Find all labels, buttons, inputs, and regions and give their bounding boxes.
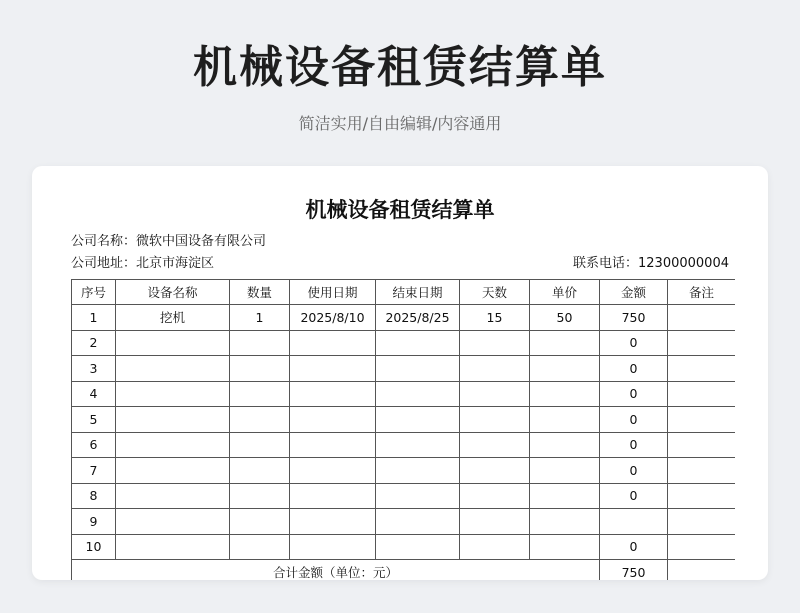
table-cell[interactable] <box>668 432 736 458</box>
table-cell[interactable]: 2 <box>72 330 116 356</box>
table-cell[interactable] <box>290 381 376 407</box>
table-row <box>72 458 736 484</box>
table-cell[interactable]: 10 <box>72 534 116 560</box>
header-end-date: 结束日期 <box>376 280 460 305</box>
table-cell[interactable]: 4 <box>72 381 116 407</box>
table-cell[interactable] <box>116 458 230 484</box>
table-cell[interactable]: 0 <box>600 381 668 407</box>
table-cell[interactable]: 8 <box>72 483 116 509</box>
table-cell[interactable]: 5 <box>72 407 116 433</box>
table-row <box>72 330 736 356</box>
table-row <box>72 407 736 433</box>
table-cell[interactable]: 挖机 <box>116 305 230 331</box>
table-cell[interactable] <box>460 509 530 535</box>
table-row <box>72 509 736 535</box>
table-cell[interactable] <box>230 407 290 433</box>
company-name-label: 公司名称： <box>71 234 137 249</box>
table-cell[interactable] <box>230 356 290 382</box>
table-cell[interactable] <box>290 432 376 458</box>
table-cell[interactable] <box>376 483 460 509</box>
table-cell[interactable]: 0 <box>600 432 668 458</box>
table-cell[interactable] <box>530 330 600 356</box>
table-row <box>72 483 736 509</box>
table-cell[interactable]: 0 <box>600 407 668 433</box>
table-cell[interactable]: 1 <box>230 305 290 331</box>
table-cell[interactable] <box>668 356 736 382</box>
spreadsheet-sheet <box>65 190 735 580</box>
table-cell[interactable] <box>668 509 736 535</box>
table-cell[interactable] <box>290 509 376 535</box>
table-cell[interactable] <box>460 330 530 356</box>
table-cell[interactable] <box>530 381 600 407</box>
table-cell[interactable] <box>530 509 600 535</box>
table-cell[interactable] <box>376 407 460 433</box>
table-cell[interactable] <box>668 534 736 560</box>
table-cell[interactable] <box>668 483 736 509</box>
company-address-label: 公司地址： <box>71 256 137 271</box>
table-cell[interactable] <box>116 330 230 356</box>
table-cell[interactable] <box>116 432 230 458</box>
table-cell[interactable] <box>530 432 600 458</box>
table-cell[interactable]: 50 <box>530 305 600 331</box>
table-cell[interactable] <box>376 381 460 407</box>
table-cell[interactable] <box>668 381 736 407</box>
table-cell[interactable] <box>376 330 460 356</box>
table-cell[interactable]: 0 <box>600 330 668 356</box>
table-cell[interactable] <box>376 534 460 560</box>
table-cell[interactable] <box>230 381 290 407</box>
table-row <box>72 534 736 560</box>
table-cell[interactable] <box>376 509 460 535</box>
table-cell[interactable]: 0 <box>600 534 668 560</box>
table-cell[interactable] <box>460 381 530 407</box>
table-cell[interactable] <box>460 356 530 382</box>
contact-phone-line <box>573 254 729 274</box>
contact-phone-label: 联系电话： <box>573 256 639 271</box>
table-cell[interactable] <box>116 381 230 407</box>
table-cell[interactable]: 6 <box>72 432 116 458</box>
table-cell[interactable] <box>376 432 460 458</box>
table-cell[interactable] <box>290 330 376 356</box>
table-cell[interactable] <box>460 432 530 458</box>
table-cell[interactable] <box>460 483 530 509</box>
header-remarks: 备注 <box>668 280 736 305</box>
table-cell[interactable] <box>668 305 736 331</box>
table-row <box>72 305 736 331</box>
total-label: 合计金额（单位：元） <box>72 560 600 581</box>
table-cell[interactable]: 7 <box>72 458 116 484</box>
table-cell[interactable] <box>290 356 376 382</box>
table-cell[interactable] <box>668 407 736 433</box>
table-cell[interactable] <box>530 458 600 484</box>
table-header-row <box>72 280 736 305</box>
table-cell[interactable] <box>376 356 460 382</box>
table-cell[interactable] <box>460 407 530 433</box>
table-cell[interactable] <box>290 534 376 560</box>
table-cell[interactable]: 9 <box>72 509 116 535</box>
table-cell[interactable]: 2025/8/25 <box>376 305 460 331</box>
table-cell[interactable]: 0 <box>600 458 668 484</box>
company-address-line <box>71 254 214 274</box>
table-cell[interactable] <box>376 458 460 484</box>
document-title: 机械设备租赁结算单 <box>305 198 495 222</box>
table-row <box>72 356 736 382</box>
header-index: 序号 <box>72 280 116 305</box>
header-unit-price: 单价 <box>530 280 600 305</box>
table-cell[interactable]: 3 <box>72 356 116 382</box>
header-quantity: 数量 <box>230 280 290 305</box>
table-cell[interactable] <box>530 356 600 382</box>
table-cell[interactable] <box>230 458 290 484</box>
table-cell[interactable]: 15 <box>460 305 530 331</box>
table-cell[interactable] <box>460 458 530 484</box>
table-cell[interactable] <box>290 458 376 484</box>
table-cell[interactable] <box>290 407 376 433</box>
table-cell[interactable] <box>230 432 290 458</box>
table-row <box>72 432 736 458</box>
table-cell[interactable] <box>116 509 230 535</box>
total-value[interactable]: 750 <box>600 560 668 581</box>
contact-phone-value: 12300000004 <box>638 256 729 271</box>
company-name-line <box>71 232 266 252</box>
table-cell[interactable] <box>668 330 736 356</box>
table-cell[interactable] <box>530 534 600 560</box>
table-cell[interactable] <box>530 407 600 433</box>
table-row <box>72 381 736 407</box>
table-cell[interactable] <box>116 356 230 382</box>
preview-card <box>32 166 768 580</box>
table-cell[interactable] <box>530 483 600 509</box>
total-row <box>72 560 736 581</box>
table-cell[interactable] <box>116 407 230 433</box>
table-cell[interactable]: 1 <box>72 305 116 331</box>
table-cell[interactable] <box>290 483 376 509</box>
company-name-value: 微软中国设备有限公司 <box>136 234 267 249</box>
table-cell[interactable] <box>230 330 290 356</box>
company-address-value: 北京市海淀区 <box>136 256 215 271</box>
table-cell[interactable] <box>230 483 290 509</box>
table-cell[interactable] <box>116 483 230 509</box>
table-cell[interactable] <box>600 509 668 535</box>
page-title: 机械设备租赁结算单 <box>193 42 607 93</box>
table-cell[interactable]: 750 <box>600 305 668 331</box>
header-equipment-name: 设备名称 <box>116 280 230 305</box>
header-start-date: 使用日期 <box>290 280 376 305</box>
table-cell[interactable]: 2025/8/10 <box>290 305 376 331</box>
table-cell[interactable] <box>116 534 230 560</box>
table-cell[interactable]: 0 <box>600 483 668 509</box>
page-subtitle: 简洁实用/自由编辑/内容通用 <box>298 114 502 133</box>
table-cell[interactable] <box>460 534 530 560</box>
table-cell[interactable]: 0 <box>600 356 668 382</box>
total-remarks[interactable] <box>668 560 736 581</box>
rental-table <box>71 279 735 580</box>
table-cell[interactable] <box>668 458 736 484</box>
table-cell[interactable] <box>230 534 290 560</box>
header-amount: 金额 <box>600 280 668 305</box>
header-days: 天数 <box>460 280 530 305</box>
table-cell[interactable] <box>230 509 290 535</box>
